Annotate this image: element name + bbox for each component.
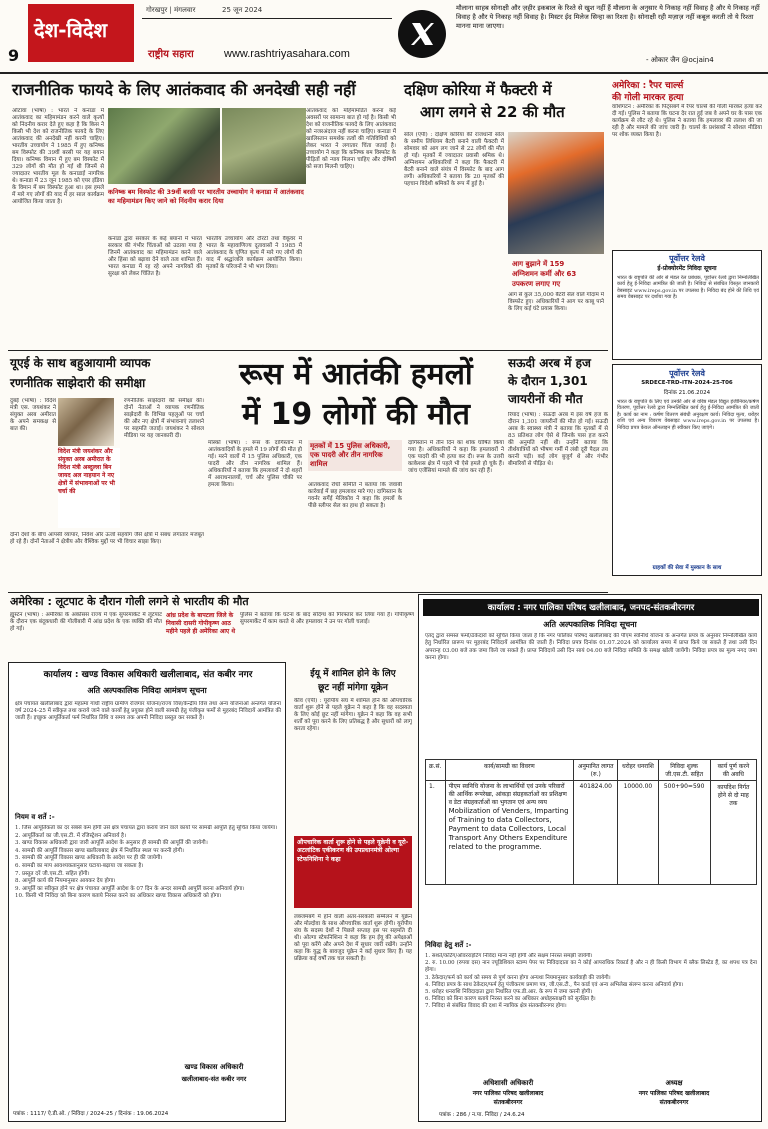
sign-right-title: अध्यक्ष [665, 1079, 683, 1087]
ad-body: भारत के राष्ट्रपति के लिए एवं उनकी ओर से वरिष्ठ मंडल विद्युत इंजीनियर/कर्षण वितरण, पूर्वोत्तर रेलवे द्वारा निम्नलिखित कार्य हेतु ई-निविदा आमंत्रित की जाती है। कार्य का नाम : कर्षण वितरण संबंधी अनुरक्षण कार्य। निविदा मूल्य, धरोहर राशि एवं अन्य विवरण वेबसाइट www.ireps.gov.in पर उपलब्ध है। निविदा प्रपत्र केवल ऑनलाइन ही स्वीकार किए जाएंगे। [617, 399, 759, 431]
notice-office: कार्यालय : खण्ड विकास अधिकारी खलीलाबाद, संत कबीर नगर [43, 670, 253, 680]
sign-left-district: संतकबीरनगर [493, 1099, 523, 1106]
col-cost: अनुमानित लागत (रु.) [574, 760, 618, 781]
story-us-robbery [8, 594, 414, 660]
cell-fee: 500+90=590 [658, 781, 710, 885]
ad-footer: ग्राहकों की सेवा में मुस्कान के साथ [652, 565, 722, 571]
story-body-2: आग से कुल 35,000 बैटरी सेल वाले गोदाम में विस्फोट हुए। अधिकारियों ने आग पर काबू पाने के लिए कई घंटे प्रयास किया। [508, 292, 604, 312]
story-callout: मृतकों में 15 पुलिस अधिकारी, एक पादरी और तीन नागरिक शामिल [308, 440, 402, 471]
col-fee: निविदा शुल्क जी.एस.टी. सहित [658, 760, 710, 781]
ad-railway-2 [612, 364, 762, 576]
story-body-2: कनाडा द्वारा सरकार के कई बयानों में भारत सरकार की गंभीर चिंताओं को उठाया गया है जिनमें आतंकवाद का महिमामंडन करने वाले और हिंसा को बढ़ावा देने वाले तत्व शामिल हैं। भारत कनाडा में रह रहे अपने नागरिकों की सुरक्षा को लेकर चिंतित है। [108, 236, 202, 277]
section-title: देश-विदेश [34, 18, 108, 42]
story-ukraine-eu [292, 664, 414, 1122]
story-body: कीव (एपी) : यूरोपीय संघ में शामिल होने की औपचारिक वार्ता शुरू होने से पहले यूक्रेन ने कहा है कि वह सदस्यता के लिए कोई छूट नहीं मांगेगा। यूक्रेन ने कहा कि वह सभी शर्तों को पूरा करने के लिए प्रतिबद्ध है और सुधारों को लागू करता रहेगा। [294, 698, 412, 732]
col-emd: धरोहर धनराशि [618, 760, 658, 781]
ad-ref: SRDECE-TRD-ITN-2024-25-T06 [641, 380, 733, 386]
sign-right-office: नगर पालिका परिषद खलीलाबाद [638, 1090, 710, 1097]
story-callout: आंध्र प्रदेश के बापटला जिले के निवासी दासरी गोपीकृष्ण आठ महीने पहले ही अमेरिका आए थे [166, 612, 236, 635]
notice-office: कार्यालय : नगर पालिका परिषद खलीलाबाद, जनपद-संतकबीरनगर [423, 599, 759, 616]
story-headline-l1: यूएई के साथ बहुआयामी व्यापक [10, 356, 151, 370]
city-day: गोरखपुर | मंगलवार [146, 6, 196, 14]
story-body-3: दोनों देशों के बीच आपसी व्यापार, निवेश और ऊर्जा सहयोग जैसे क्षेत्रों में संबंध लगातार मजबूत हो रहे हैं। दोनों नेताओं ने क्षेत्रीय और वैश्विक मुद्दों पर भी विचार साझा किए। [10, 532, 204, 545]
cell-desc [445, 781, 574, 885]
desc-hindi: पीएम स्वनिधि योजना के लाभार्थियों एवं उनके परिवारों की आर्थिक रूपरेखा, आंकड़ा संग्रहकर्ताओं का प्रशिक्षण व डेटा संग्रहकर्ताओं का भुगतान एवं अन्य व्यय [448, 783, 567, 806]
story-body-2: रणनीतिक साझेदारी की समीक्षा की। दोनों नेताओं ने व्यापक रणनीतिक साझेदारी के विभिन्न पहलुओं पर चर्चा की और नए क्षेत्रों में संभावनाएं तलाशने पर सहमति जताई। जयशंकर ने सोशल मीडिया पर यह जानकारी दी। [124, 398, 204, 439]
notice-title: अति अल्पकालिक निविदा आमंत्रण सूचना [87, 686, 207, 695]
story-hajj-deaths [506, 352, 608, 590]
story-headline-l2: के दौरान 1,301 [508, 374, 588, 388]
table-row [426, 781, 757, 885]
story-terror-canada [8, 76, 396, 348]
photo-caption-l1: आग बुझाने में 159 [512, 260, 565, 268]
rules-heading: नियम व शर्ते :- [15, 813, 55, 821]
story-headline-l2: आग लगने से 22 की मौत [420, 103, 565, 121]
story-body-2: आतंकवाद रोधी समिति ने बताया कि जवाबी कार्रवाई में छह हमलावर मारे गए। दागिस्तान के गवर्नर सर्गेई मेलिकोव ने कहा कि हमलों के पीछे स्लीपर सेल का हाथ हो सकता है। [308, 482, 402, 509]
story-headline-l2: रणनीतिक साझेदारी की समीक्षा [10, 376, 146, 390]
ad-date: दिनांक 21.06.2024 [663, 390, 711, 396]
story-headline-l2: छूट नहीं मांगेगा यूक्रेन [318, 683, 388, 693]
story-body: वाशिंगटन : अमेरिका के पिट्सबर्ग में रैपर चार्ल्स की गोली मारकर हत्या कर दी गई। पुलिस ने बताया कि घटना देर रात हुई जब वे अपने घर के पास एक कार्यक्रम से लौट रहे थे। पुलिस ने बताया कि हमलावर की तलाश की जा रही है और मामले की जांच जारी है। चार्ल्स के प्रशंसकों ने सोशल मीडिया पर शोक व्यक्त किया है। [612, 104, 762, 138]
col-desc: कार्य/सामग्री का विवरण [445, 760, 574, 781]
ad-subtitle: ई-प्रोक्योरमेंट निविदा सूचना [657, 265, 717, 272]
story-uae-partnership [8, 352, 204, 590]
story-body: दुबई (भाषा) : विदेश मंत्री एस. जयशंकर ने संयुक्त अरब अमीरात के अपने समकक्ष से बात की। [10, 398, 56, 432]
story-body: ओटावा (भाषा) : भारत ने कनाडा में आतंकवाद का महिमामंडन करने वाले कृत्यों को निंदनीय करार देते हुए कहा है कि किस ने किसी भी देश को राजनीतिक फायदे के लिए आतंकवाद की अनदेखी नहीं करनी चाहिए। भारतीय उच्चायोग ने 1985 में हुए कनिष्क बम विस्फोट की 39वीं बरसी पर यह बयान दिया। कनिष्क विमान में हुए बम विस्फोट में 329 लोगों की मौत हो गई थी जिनमें से ज्यादातर भारतीय मूल के कनाडाई नागरिक थे। कनाडा में 23 जून 1985 को एयर इंडिया के विमान में बम विस्फोट हुआ था। इस हमले में मारे गए लोगों की याद में हर साल कार्यक्रम आयोजित किया जाता है। [12, 108, 104, 205]
story-photo [508, 132, 604, 254]
terms-heading: निविदा हेतु शर्ते :- [425, 941, 472, 949]
story-photo [108, 108, 220, 184]
story-body: मॉस्को (भाषा) : रूस के दागिस्तान में आतंकवादियों के हमले में 19 लोगों की मौत हो गई। मरने वालों में 15 पुलिस अधिकारी, एक पादरी और तीन नागरिक शामिल हैं। अधिकारियों ने बताया कि हमलावरों ने दो शहरों में आराधनालयों, चर्च और पुलिस चौकी पर हमला किया। [208, 440, 302, 488]
sign-left-title: अधिशासी अधिकारी [482, 1079, 534, 1087]
story-body-2: पुलिस ने बताया कि घटना के बाद संदिग्ध को गिरफ्तार कर लिया गया है। गोपीकृष्ण सुपरमार्केट में काम करते थे और हमलावर ने उन पर गोली चलाई। [240, 612, 414, 625]
notice-intro: एतद् द्वारा समस्त फर्मों/ठेकेदारों को सूचित किया जाता है कि नगर पालिका परिषद खलीलाबाद की पीएम स्वनिधि योजना के अन्तर्गत प्रपत्र के अनुसार निम्नलिखित कार्य हेतु निर्धारित प्रारूप पर मुहरबंद निविदायें आमंत्रित की जाती हैं। निविदा प्रपत्र दिनांक 01.07.2024 को कार्यालय समय में प्राप्त किये जा सकते हैं तथा उसी दिन अपरान्ह 03.00 बजे तक जमा किये जा सकते हैं। प्राप्त निविदायें उसी दिन सायं 04.00 बजे निविदा समिति के समक्ष खोली जायेंगी। निविदा प्रपत्र का मूल्य नगद जमा करना होगा। [425, 633, 757, 662]
table-header-row [426, 760, 757, 781]
col-period: कार्य पूर्ण करने की अवधि [710, 760, 756, 781]
story-body: रियाद (भाषा) : सऊदी अरब में इस वर्ष हज के दौरान 1,301 जायरीनों की मौत हो गई। सऊदी अरब के स्वास्थ्य मंत्री ने बताया कि मृतकों में से 83 प्रतिशत लोग ऐसे थे जिनके पास हज करने की अनुमति नहीं थी। उन्होंने बताया कि तीर्थयात्रियों को भीषण गर्मी में लंबी दूरी पैदल तय करनी पड़ी। कई लोग बुजुर्ग थे और गंभीर बीमारियों से पीड़ित थे। [508, 412, 608, 467]
story-body: ह्यूस्टन (भाषा) : अमेरिका के अर्कांसस राज्य में एक सुपरमार्केट में लूटपाट के दौरान एक बंदूकधारी की गोलीबारी में आंध्र प्रदेश के एक व्यक्ति की मौत हो गई। [10, 612, 162, 632]
tender-notice-municipal [418, 594, 762, 1122]
story-headline-l2: में 19 लोगों की मौत [242, 397, 470, 432]
story-body-2: लक्जमबर्ग में होने वाली अंतर-सरकारी सम्मेलन में यूक्रेन और मोल्दोवा के साथ औपचारिक वार्ता शुरू होगी। यूरोपीय संघ के सदस्य देशों ने पिछले सप्ताह इस पर सहमति दी थी। ओल्गा स्टेफनिशिना ने कहा कि हम ईयू की अपेक्षाओं को पूरा करेंगे और अपने देश में सुधार जारी रखेंगे। उन्होंने कहा कि युद्ध के बावजूद यूक्रेन ने कई सुधार किए हैं। यह प्रक्रिया कई वर्षों तक चल सकती है। [294, 914, 412, 962]
story-headline-l1: ईयू में शामिल होने के लिए [310, 669, 396, 679]
col-sn: क्र.सं. [426, 760, 446, 781]
sign-right-district: संतकबीरनगर [659, 1099, 689, 1106]
notice-footer: पत्रांक : 1117/ ऐ.डी.ओ. / निविदा / 2024-25 / दिनांक : 19.06.2024 [13, 1111, 169, 1117]
ad-title: पूर्वोत्तर रेलवे [669, 254, 705, 263]
story-headline-l1: अमेरिका : रैपर चार्ल्स [612, 81, 684, 91]
story-body-4: आतंकवाद को महिमामंडित करना कई अवसरों पर सामान्य बात हो गई है। किसी भी देश को राजनीतिक फायदे के लिए आतंकवाद को नजरअंदाज नहीं करना चाहिए। कनाडा में खालिस्तान समर्थक तत्वों की गतिविधियों को लेकर भारत ने लगातार चिंता जताई है। उच्चायोग ने कहा कि कनिष्क बम विस्फोट के पीड़ितों को न्याय मिलना चाहिए और दोषियों को सजा मिलनी चाहिए। [306, 108, 396, 170]
cell-emd: 10000.00 [618, 781, 658, 885]
masthead [0, 0, 768, 72]
website-url[interactable]: www.rashtriyasahara.com [224, 48, 350, 60]
photo-caption: विदेश मंत्री जयशंकर और संयुक्त अरब अमीरात के विदेश मंत्री अब्दुल्ला बिन जायद अल नाहयान ने नए क्षेत्रों में संभावनाओं पर भी चर्चा की [58, 448, 120, 528]
photo-caption-l2: अग्निशमन कर्मी और 63 [512, 270, 577, 278]
page-number: 9 [8, 46, 20, 65]
notice-rules: 1. जिस आपूर्तिकर्ता का दर सबसे कम होगी उसे क्षेत्र पंचायत द्वारा कराये जाने वाले कार्यों पर सामग्री आपूर्ति हेतु सूचित किया जायेगा। 2. आपूर्तिकर्ता का जी.एस.टी. में रजिस्ट्रेशन अनिवार्य है। 3. खण्ड विकास अधिकारी द्वारा जारी आपूर्ति आदेश के अनुसार ही सामग्री की आपूर्ति की जायेगी। 4. सामग्री की आपूर्ति विकास खण्ड खलीलाबाद क्षेत्र में निर्धारित स्थल पर करनी होगी। 5. सामग्री की आपूर्ति विकास खण्ड अधिकारी के आदेश पर ही की जायेगी। 6. सामग्री का माप आवश्यकतानुसार घटाया-बढ़ाया जा सकता है। 7. प्रस्तुत दरें जी.एस.टी. सहित होंगी। 8. आपूर्ति कार्य की नियमानुसार आयकर देय होगा। 9. आपूर्ति का स्वीकृत होने पर क्षेत्र पंचायत आपूर्ति आदेश के 07 दिन के अन्दर सामग्री आपूर्ति करना अनिवार्य होगा। 10. किसी भी निविदा को बिना कारण बताये निरस्त करने का अधिकार खण्ड विकास अधिकारी को होगा। [15, 825, 278, 900]
ad-railway-1 [612, 250, 762, 360]
ad-title: पूर्वोत्तर रेलवे [669, 369, 705, 378]
story-russia-attacks [208, 352, 504, 590]
story-rapper-shot [610, 76, 762, 250]
story-headline-l2: की गोली मारकर हत्या [612, 93, 684, 103]
x-logo-icon [398, 10, 446, 58]
notice-title: अति अल्पकालिक निविदा सूचना [543, 620, 637, 629]
notice-footer: पत्रांक : 286 / न.पा. निविदा / 24.6.24 [439, 1112, 525, 1118]
notice-terms: 1. सशर्त/कटिंग/ओवरराइटिंग निविदा मान्य नहीं होगी और सक्षम निरस्त समझी जायेगी। 2. रु. 10.00 (रुपया दस) नान ज्यूडिशियल स्टाम्प पेपर पर निविदादाता का ने कोई आपराधिक रिकार्ड है और न ही किसी विभाग में ब्लैक लिस्टेड हैं, का शपथ पत्र देना होगा। 3. ठेकेदार/फर्म को कार्य को समय से पूर्ण करना होगा अन्यथा नियमानुसार कार्यवाही की जायेगी। 4. निविदा प्रपत्र के साथ ठेकेदार/फर्म हेतु पंजीकरण प्रमाण पत्र, जी.एस.टी., पैन कार्ड एवं अन्य अभिलेख संलग्न करना अनिवार्य होगा। 5. धरोहर धनराशि निविदादाता द्वारा निर्धारित एफ.डी.आर. के रूप में जमा करनी होगी। 6. निविदा को बिना कारण बताये निरस्त करने का अधिकार अधोहस्ताक्षरी को सुरक्षित है। 7. निविदा से संबंधित विवाद की दशा में न्यायिक क्षेत्र संतकबीरनगर होगा। [425, 953, 757, 1010]
story-callout: औपचारिक वार्ता शुरू होने से पहले यूक्रेनी व यूरो-अटलांटिक एकीकरण की उपप्रधानमंत्री ओल्गा स्टेफनिशिना ने कहा [294, 836, 412, 908]
story-body-3: भारतीय उच्चायोग और टोरंटो तथा वैंकूवर में भारत के महावाणिज्य दूतावासों ने 1985 में आतंकवाद के घृणित कृत्य में मारे गए लोगों की याद में श्रद्धांजलि कार्यक्रम आयोजित किया। मृतकों के परिजनों ने भी भाग लिया। [206, 236, 302, 270]
signature-title: खण्ड विकास अधिकारी [184, 1063, 244, 1071]
story-body: सोल (एपी) : दक्षिण कोरिया की राजधानी सोल के समीप लिथियम बैटरी बनाने वाली फैक्टरी में सोमवार को आग लग जाने से 22 लोगों की मौत हो गई। मृतकों में ज्यादातर प्रवासी श्रमिक थे। अग्निशमन अधिकारियों ने कहा कि फैक्टरी में बैटरी बनाने वाले संयंत्र में विस्फोट के बाद आग लगी। अधिकारियों ने बताया कि 20 मृतकों की पहचान विदेशी श्रमिकों के रूप में हुई है। [404, 132, 504, 187]
story-headline: अमेरिका : लूटपाट के दौरान गोली लगने से भारतीय की मौत [10, 595, 249, 608]
photo-caption: कनिष्क बम विस्फोट की 39वीं बरसी पर भारतीय उच्चायोग ने कनाडा में आतंकवाद का महिमामंडन किए जाने को निंदनीय करार दिया [108, 188, 304, 205]
ad-body: भारत के राष्ट्रपति की ओर से मंडल रेल प्रबंधक, पूर्वोत्तर रेलवे द्वारा निम्नलिखित कार्य हेतु ई-निविदा आमंत्रित की जाती है। निविदा से संबंधित विस्तृत जानकारी वेबसाइट www.ireps.gov.in पर उपलब्ध है। निविदा बंद होने की तिथि एवं समय वेबसाइट पर दर्शाया गया है। [617, 275, 759, 301]
story-headline: राजनीतिक फायदे के लिए आतंकवाद की अनदेखी सही नहीं [12, 80, 356, 99]
tender-table-wrap [425, 759, 757, 885]
tender-notice-bdo [8, 662, 286, 1122]
date-line: 25 जून 2024 [222, 6, 263, 14]
photo-caption-l3: उपकरण लगाए गए [512, 280, 561, 288]
tweet-text: मौलाना साहब सोनाक्षी और ज़हीर इकबाल के रिश्ते से खुश नहीं हैं मौलाना के अनुसार ये निकाह नहीं विवाह है और ये निकाह नहीं विवाह है और ये निकाह नहीं विवाह है। मिस्टर ईद मिलेज सिन्हा का रिश्ता है। सोनाक्षी रही मज़ाज़ नहीं कबूल करती तो ये रिश्ता मानना माना जाएगा। [456, 4, 760, 30]
cell-cost: 401824.00 [574, 781, 618, 885]
story-body-3: दागिस्तान में तीन दिन का शोक घोषित किया गया है। अधिकारियों ने कहा कि हमलावरों ने एक पादरी की भी हत्या कर दी। रूस के उत्तरी काकेशस क्षेत्र में पहले भी ऐसे हमले हो चुके हैं। जांच एजेंसियां मामले की जांच कर रही हैं। [408, 440, 504, 474]
sign-left-office: नगर पालिका परिषद खलीलाबाद [472, 1090, 544, 1097]
desc-english: Mobilization of Venders, Imparting of Training to data Collectors, Payment to data Collectors, Local Transport Any Others Expenditure related to the programme. [448, 807, 569, 851]
tender-table [425, 759, 757, 885]
story-photo-2 [222, 108, 306, 184]
cell-sn: 1. [426, 781, 446, 885]
notice-intro: क्षेत्र पंचायत खलीलाबाद द्वारा महात्मा गांधी राष्ट्रीय ग्रामीण रोजगार योजना/राज्य वित्त/केन्द्रीय वित्त तथा अन्य योजनाओं अन्तर्गत योजना वर्ष 2024-25 में स्वीकृत तथा कराये जाने वाले कार्यों हेतु प्रयुक्त होने वाली सामग्री हेतु पंजीकृत फर्मों से मुहरबंद निविदायें आमंत्रित की जाती हैं। इच्छुक आपूर्तिकर्ता फर्म निर्धारित तिथि व समय तक अपनी निविदा प्रस्तुत कर सकते हैं। [15, 701, 281, 721]
story-korea-fire [400, 76, 606, 348]
tweet-handle: - ओकार जैन @ocjain4 [646, 56, 714, 64]
story-headline-l1: रूस में आतंकी हमलों [239, 357, 473, 392]
signature-office: खलीलाबाद-संत कबीर नगर [181, 1075, 247, 1083]
brand-logo: राष्ट्रीय सहारा [148, 49, 194, 60]
story-headline-l1: दक्षिण कोरिया में फैक्टरी में [404, 81, 552, 99]
story-headline-l3: जायरीनों की मौत [508, 392, 583, 406]
cell-period: कार्यादेश निर्गत होने से दो माह तक [710, 781, 756, 885]
story-headline-l1: सऊदी अरब में हज [508, 356, 591, 370]
story-photo [58, 398, 114, 446]
